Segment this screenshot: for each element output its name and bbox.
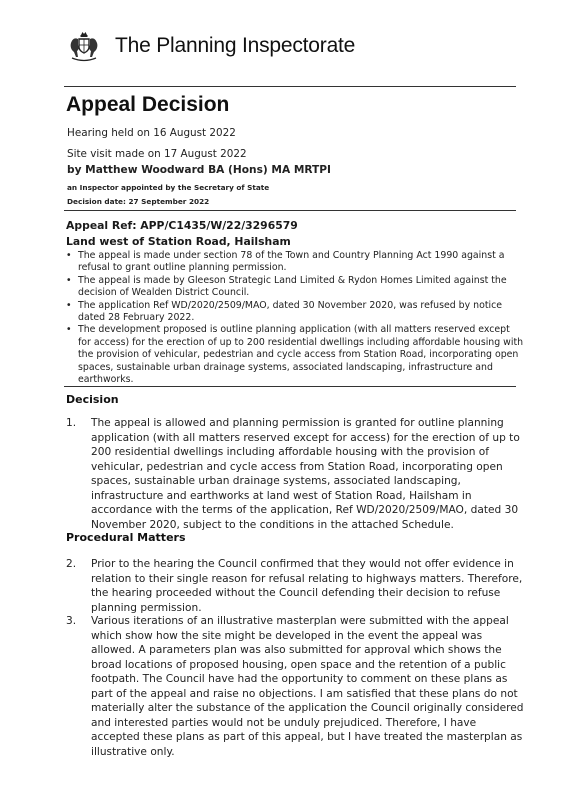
paragraph-number: 1. xyxy=(66,417,77,429)
divider xyxy=(64,210,516,211)
inspector-name: by Matthew Woodward BA (Hons) MA MRTPI xyxy=(67,164,331,176)
site-visit-date: Site visit made on 17 August 2022 xyxy=(67,148,247,160)
organisation-name: The Planning Inspectorate xyxy=(115,34,356,57)
paragraph-text: The appeal is allowed and planning permission is granted for outline planning application (with all matters reserved except for access) for the erection of up to 200 residential dwellings including affordable housing with the provision of vehicular, pedestrian and cycle access from Station Road, incorporating open spaces, sustainable urban drainage systems, associated landscaping, infrastructure and earthworks at land west of Station Road, Hailsham in accordance with the terms of the application, Ref WD/2020/2509/MAO, dated 30 November 2020, subject to the conditions in the attached Schedule. xyxy=(91,417,520,531)
appeal-summary-list xyxy=(64,250,524,386)
paragraph xyxy=(66,614,526,759)
divider xyxy=(64,86,516,87)
divider xyxy=(64,386,516,387)
paragraph xyxy=(66,557,526,615)
decision-date: Decision date: 27 September 2022 xyxy=(67,197,210,206)
list-item: • The application Ref WD/2020/2509/MAO, dated 30 November 2020, was refused by notice dated 28 February 2022. xyxy=(64,300,524,325)
paragraph xyxy=(66,416,526,532)
hearing-date: Hearing held on 16 August 2022 xyxy=(67,127,236,139)
section-heading-procedural-matters: Procedural Matters xyxy=(66,531,186,544)
paragraph-text: Prior to the hearing the Council confirmed that they would not offer evidence in relation to their single reason for refusal relating to highways matters. Therefore, the hearing proceeded without the Council defending their decision to refuse planning permission. xyxy=(91,558,523,614)
header xyxy=(66,29,366,63)
inspector-appointment: an Inspector appointed by the Secretary of State xyxy=(67,183,270,192)
list-item: • The appeal is made by Gleeson Strategic Land Limited & Rydon Homes Limited against the decision of Wealden District Council. xyxy=(64,275,524,300)
paragraph-number: 3. xyxy=(66,615,77,627)
document-title: Appeal Decision xyxy=(66,93,230,116)
list-item: • The appeal is made under section 78 of the Town and Country Planning Act 1990 against a refusal to grant outline planning permission. xyxy=(64,250,524,275)
section-heading-decision: Decision xyxy=(66,393,119,406)
paragraph-number: 2. xyxy=(66,558,77,570)
site-name: Land west of Station Road, Hailsham xyxy=(66,235,291,248)
appeal-reference: Appeal Ref: APP/C1435/W/22/3296579 xyxy=(66,219,298,232)
paragraph-text: Various iterations of an illustrative masterplan were submitted with the appeal which show how the site might be developed in the event the appeal was allowed. A parameters plan was also submitted for approval which shows the broad locations of proposed housing, open space and the retention of a public footpath. The Council have had the opportunity to comment on these plans as part of the appeal and raise no objections. I am satisfied that these plans do not materially alter the substance of the application the Council originally considered and interested parties would not be unduly prejudiced. Therefore, I have accepted these plans as part of this appeal, but I have treated the masterplan as illustrative only. xyxy=(91,615,524,758)
list-item: • The development proposed is outline planning application (with all matters reserved except for access) for the erection of up to 200 residential dwellings including affordable housing with the provision of vehicular, pedestrian and cycle access from Station Road, incorporating open spaces, sustainable urban drainage systems, associated landscaping, infrastructure and earthworks. xyxy=(64,324,524,386)
royal-crest-icon xyxy=(66,31,102,63)
